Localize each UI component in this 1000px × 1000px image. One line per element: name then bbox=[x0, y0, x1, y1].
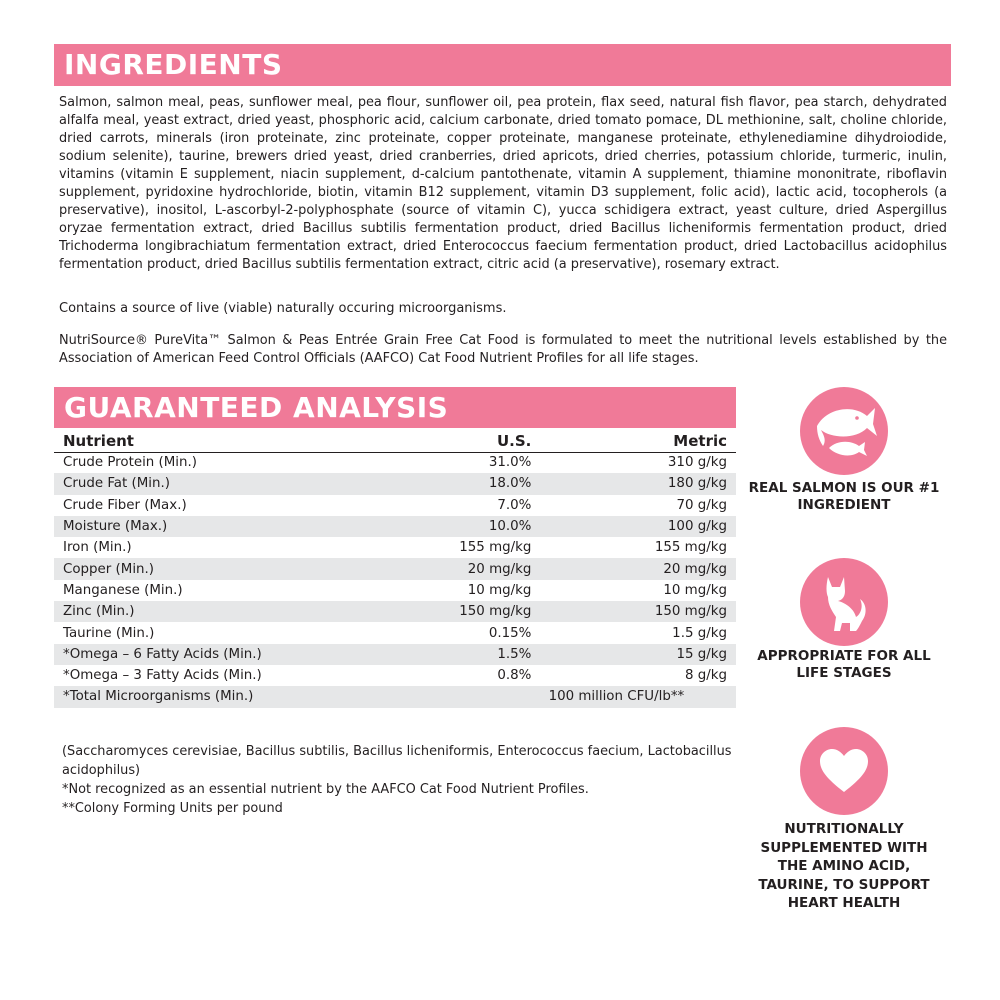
table-row bbox=[54, 473, 736, 494]
salmon-badge-text: REAL SALMON IS OUR #1 INGREDIENT bbox=[748, 480, 940, 513]
us-value-cell: 31.0% bbox=[488, 455, 532, 471]
heart-icon bbox=[816, 746, 872, 796]
metric-value-cell: 20 mg/kg bbox=[531, 558, 736, 579]
microorganism-species-note: (Saccharomyces cerevisiae, Bacillus subtilis, Bacillus licheniformis, Enterococcus faecium, Lactobacillus acidophilus) bbox=[62, 744, 732, 778]
nutrient-cell: Crude Fat (Min.) bbox=[54, 473, 327, 494]
ingredients-list: Salmon, salmon meal, peas, sunflower meal, pea flour, sunflower oil, pea protein, flax seed, natural fish flavor, pea starch, dehydrated alfalfa meal, yeast extract, dried yeast, phosphoric acid, calcium carbonate, dried tomato pomace, DL methionine, salt, choline chloride, dried carrots, minerals (iron proteinate, zinc proteinate, copper proteinate, manganese proteinate, ethylenediamine dihydroiodide, sodium selenite), taurine, brewers dried yeast, dried cranberries, dried apricots, dried cherries, potassium chloride, turmeric, inulin, vitamins (vitamin E supplement, niacin supplement, d-calcium pantothenate, vitamin A supplement, thiamine mononitrate, riboflavin supplement, pyridoxine hydrochloride, biotin, vitamin B12 supplement, vitamin D3 supplement, folic acid), lactic acid, tocopherols (a preservative), inositol, L-ascorbyl-2-polyphosphate (source of vitamin C), yucca schidigera extract, yeast culture, dried Aspergillus oryzae fermentation extract, dried Bacillus subtilis fermentation product, dried Bacillus licheniformis fermentation product, dried Trichoderma longibrachiatum fermentation extract, dried Enterococcus faecium fermentation product, dried Lactobacillus acidophilus fermentation product, dried Bacillus subtilis fermentation extract, citric acid (a preservative), rosemary extract. bbox=[59, 95, 947, 272]
metric-value-cell: 100 g/kg bbox=[531, 516, 736, 537]
metric-value-cell: 15 g/kg bbox=[531, 644, 736, 665]
us-value-cell: 155 mg/kg bbox=[459, 540, 532, 556]
nutrient-cell: Zinc (Min.) bbox=[54, 601, 327, 622]
nutrient-cell: Crude Protein (Min.) bbox=[63, 455, 197, 471]
column-header-nutrient: Nutrient bbox=[54, 430, 327, 452]
nutrient-cell: Crude Fiber (Max.) bbox=[63, 497, 187, 513]
guaranteed-analysis-heading: GUARANTEED ANALYSIS bbox=[54, 387, 736, 428]
table-row bbox=[54, 580, 736, 601]
metric-value-cell: 150 mg/kg bbox=[531, 601, 736, 622]
cfu-footnote: **Colony Forming Units per pound bbox=[62, 801, 283, 816]
table-row bbox=[54, 601, 736, 622]
salmon-badge bbox=[800, 387, 888, 475]
us-value-cell: 7.0% bbox=[497, 497, 532, 513]
table-row bbox=[54, 452, 736, 473]
metric-value-cell: 180 g/kg bbox=[531, 473, 736, 494]
nutrient-cell: Moisture (Max.) bbox=[54, 516, 327, 537]
column-header-metric: Metric bbox=[531, 430, 736, 452]
us-value-cell: 18.0% bbox=[327, 473, 532, 494]
us-value-cell: 1.5% bbox=[327, 644, 532, 665]
metric-value-cell: 310 g/kg bbox=[667, 455, 727, 471]
heart-health-badge bbox=[800, 727, 888, 815]
nutrient-cell: *Total Microorganisms (Min.) bbox=[54, 686, 327, 707]
aafco-statement: NutriSource® PureVita™ Salmon & Peas Entrée Grain Free Cat Food is formulated to meet the nutritional levels established by the Association of American Feed Control Officials (AAFCO) Cat Food Nutrient Profiles for all life stages. bbox=[59, 333, 947, 366]
metric-value-cell: 1.5 g/kg bbox=[672, 625, 727, 641]
heart-health-badge-text: NUTRITIONALLY SUPPLEMENTED WITH THE AMINO ACID, TAURINE, TO SUPPORT HEART HEALTH bbox=[758, 821, 930, 911]
nutrient-cell: *Omega – 6 Fatty Acids (Min.) bbox=[54, 644, 327, 665]
nutrient-cell: *Omega – 3 Fatty Acids (Min.) bbox=[63, 668, 262, 684]
us-value-cell: 10 mg/kg bbox=[467, 582, 532, 598]
microorganism-value-cell: 100 million CFU/lb** bbox=[327, 686, 736, 707]
analysis-footnotes bbox=[62, 742, 742, 818]
table-row bbox=[54, 665, 736, 686]
us-value-cell: 10.0% bbox=[327, 516, 532, 537]
salmon-icon bbox=[809, 396, 879, 466]
life-stages-badge-text: APPROPRIATE FOR ALL LIFE STAGES bbox=[757, 648, 931, 681]
nutrient-cell: Iron (Min.) bbox=[63, 540, 132, 556]
nutrient-cell: Manganese (Min.) bbox=[63, 582, 183, 598]
us-value-cell: 0.15% bbox=[488, 625, 532, 641]
table-row bbox=[54, 495, 736, 516]
metric-value-cell: 155 mg/kg bbox=[654, 540, 727, 556]
nutrient-cell: Copper (Min.) bbox=[54, 558, 327, 579]
cat-icon bbox=[814, 567, 874, 637]
metric-value-cell: 70 g/kg bbox=[676, 497, 727, 513]
table-row bbox=[54, 537, 736, 558]
table-header-row bbox=[54, 430, 736, 452]
ingredients-heading: INGREDIENTS bbox=[54, 44, 951, 86]
us-value-cell: 0.8% bbox=[497, 668, 532, 684]
column-header-us: U.S. bbox=[327, 430, 532, 452]
table-row bbox=[54, 644, 736, 665]
table-row bbox=[54, 622, 736, 643]
aafco-footnote: *Not recognized as an essential nutrient by the AAFCO Cat Food Nutrient Profiles. bbox=[62, 782, 589, 797]
guaranteed-analysis-table bbox=[54, 430, 736, 708]
table-body bbox=[54, 452, 736, 708]
nutrient-cell: Taurine (Min.) bbox=[63, 625, 155, 641]
metric-value-cell: 8 g/kg bbox=[684, 668, 727, 684]
table-row bbox=[54, 558, 736, 579]
table-row bbox=[54, 516, 736, 537]
us-value-cell: 150 mg/kg bbox=[327, 601, 532, 622]
table-row bbox=[54, 686, 736, 707]
life-stages-badge bbox=[800, 558, 888, 646]
us-value-cell: 20 mg/kg bbox=[327, 558, 532, 579]
live-microorganisms-note: Contains a source of live (viable) naturally occuring microorganisms. bbox=[59, 301, 507, 316]
metric-value-cell: 10 mg/kg bbox=[663, 582, 727, 598]
